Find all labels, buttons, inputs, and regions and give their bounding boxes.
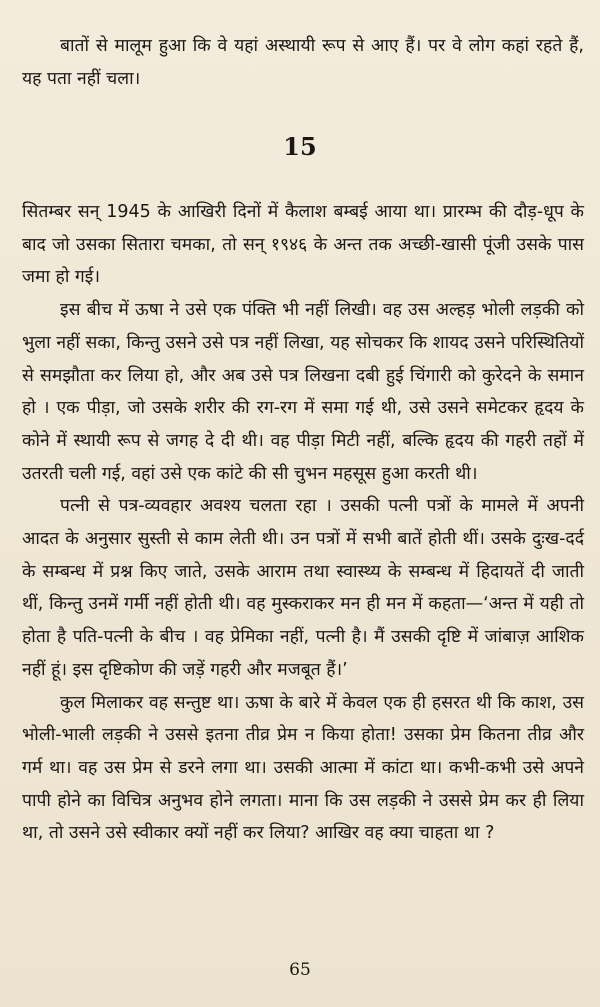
chapter-body xyxy=(22,196,584,850)
paragraph-4: कुल मिलाकर वह सन्तुष्ट था। ऊषा के बारे में केवल एक ही हसरत थी कि काश, उस भोली-भाली लड़की ने उससे इतना तीव्र प्रेम न किया होता! उसका प्रेम कितना तीव्र और गर्म था। वह उस प्रेम से डरने लगा था। उसकी आत्मा में कांटा था। कभी-कभी उसे अपने पापी होने का विचित्र अनुभव होने लगता। माना कि उस लड़की ने उससे प्रेम कर ही लिया था, तो उसने उसे स्वीकार क्यों नहीं कर लिया? आखिर वह क्या चाहता था ? xyxy=(22,692,584,844)
continuation-text-block xyxy=(22,30,584,95)
page-number: 65 xyxy=(289,960,311,980)
paragraph-2: इस बीच में ऊषा ने उसे एक पंक्ति भी नहीं लिखी। वह उस अल्हड़ भोली लड़की को भुला नहीं सका, किन्तु उसने उसे पत्र नहीं लिखा, यह सोचकर कि शायद उसने परिस्थितियों से समझौता कर लिया हो, और अब उसे पत्र लिखना दबी हुई चिंगारी को कुरेदने के समान हो । एक पीड़ा, जो उसके शरीर की रग-रग में समा गई थी, उसे उसने समेटकर हृदय के कोने में स्थायी रूप से जगह दे दी थी। वह पीड़ा मिटी नहीं, बल्कि हृदय की गहरी तहों में उतरती चली गई, वहां उसे एक कांटे की सी चुभन महसूस हुआ करती थी। xyxy=(22,300,584,484)
paragraph-3: पत्नी से पत्र-व्यवहार अवश्य चलता रहा । उसकी पत्नी पत्रों के मामले में अपनी आदत के अनुसार सुस्ती से काम लेती थी। उन पत्रों में सभी बातें होती थीं। उसके दुःख-दर्द के सम्बन्ध में प्रश्न किए जाते, उसके आराम तथा स्वास्थ्य के सम्बन्ध में हिदायतें दी जाती थीं, किन्तु उनमें गर्मी नहीं होती थी। वह मुस्कराकर मन ही मन में कहता—‘अन्त में यही तो होता है पति-पत्नी के बीच । वह प्रेमिका नहीं, पत्नी है। मैं उसकी दृष्टि में जांबाज़ आशिक नहीं हूं। इस दृष्टिकोण की जड़ें गहरी और मजबूत हैं।’ xyxy=(22,496,584,680)
continuation-paragraph: बातों से मालूम हुआ कि वे यहां अस्थायी रूप से आए हैं। पर वे लोग कहां रहते हैं, यह पता नहीं चला। xyxy=(22,36,584,89)
chapter-number: 15 xyxy=(283,132,317,161)
paragraph-1: सितम्बर सन् 1945 के आखिरी दिनों में कैलाश बम्बई आया था। प्रारम्भ की दौड़-धूप के बाद जो उसका सितारा चमका, तो सन् १९४६ के अन्त तक अच्छी-खासी पूंजी उसके पास जमा हो गई। xyxy=(22,202,584,288)
